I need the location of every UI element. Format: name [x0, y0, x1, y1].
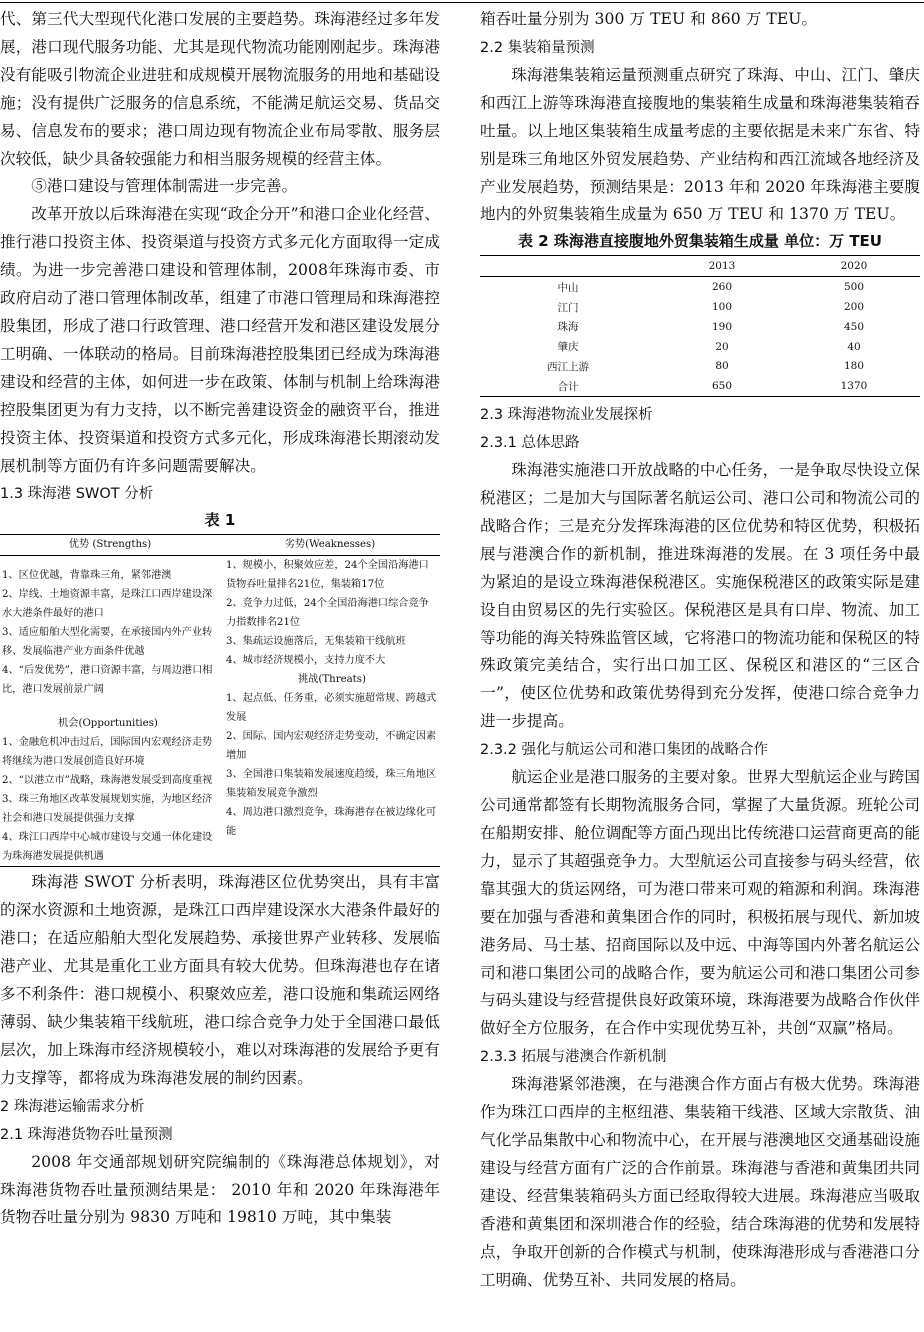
table-cell: 650 [656, 376, 788, 396]
paragraph: 珠海港紧邻港澳，在与港澳合作方面占有极大优势。珠海港作为珠江口西岸的主枢纽港、集装箱干线港、区域大宗散货、油气化学品集散中心和物流中心，在开展与港澳地区交通基础设施建设与经营方面有广泛的合作前景。珠海港与香港和黄集团共同建设、经营集装箱码头方面已经取得较大进展。珠海港应当吸取香港和黄集团和深圳港合作的经验，结合珠海港的优势和发展特点，争取开创新的合作模式与机制，使珠海港形成与香港港口分工明确、优势互补、共同发展的格局。 [480, 1075, 920, 1289]
table-row [480, 277, 920, 297]
table-header-cell: 2013 [656, 256, 788, 277]
table-header-row [480, 256, 920, 277]
opportunities-title: 机会(Opportunities) [58, 718, 158, 730]
table-row [480, 337, 920, 357]
table-cell: 合计 [480, 376, 656, 396]
header-rule [0, 2, 924, 3]
paragraph: 箱吞吐量分别为 300 万 TEU 和 860 万 TEU。 [480, 10, 818, 28]
container-generation-table [480, 255, 920, 397]
table-cell: 40 [847, 340, 861, 353]
threats-title: 挑战(Threats) [298, 674, 366, 686]
table-cell: 80 [715, 360, 729, 373]
paragraph: 代、第三代大型现代化港口发展的主要趋势。珠海港经过多年发展，港口现代服务功能、尤其是现代物流功能刚刚起步。珠海港没有能吸引物流企业进驻和成规模开展物流服务的用地和基础设施；没有提供广泛服务的信息系统，不能满足航运交易、货品交易、信息发布的要求；港口周边现有物流企业布局零散、服务层次较低，缺少具备较强能力和相当服务规模的经营主体。 [0, 10, 440, 168]
section-heading: 2.3 珠海港物流业发展探析 [480, 407, 653, 424]
table-row [480, 376, 920, 396]
threat-item: 2、国际、国内宏观经济走势变动，不确定因素增加 [226, 731, 437, 762]
table-row [480, 357, 920, 377]
table-cell: 260 [711, 281, 733, 294]
paragraph: ⑤港口建设与管理体制需进一步完善。 [31, 177, 298, 196]
section-heading: 2.3.3 拓展与港澳合作新机制 [480, 1049, 667, 1066]
opportunity-item: 3、珠三角地区改革发展规划实施，为地区经济社会和港口发展提供强力支撑 [2, 794, 213, 825]
table-cell: 1370 [788, 376, 920, 396]
table-cell: 100 [711, 301, 733, 314]
strength-item: 2、岸线、土地资源丰富，是珠江口西岸建设深水大港条件最好的港口 [2, 589, 213, 620]
table-cell: 中山 [557, 281, 579, 294]
swot-table [0, 534, 440, 867]
opportunity-item: 2、“以港立市”战略，珠海港发展受到高度重视 [2, 775, 213, 787]
paragraph: 珠海港实施港口开放战略的中心任务，一是争取尽快设立保税港区；二是加大与国际著名航运公司、港口公司和物流公司的战略合作；三是充分发挥珠海港的区位优势和特区优势，积极拓展与港澳合作的新机制，推进珠海港的发展。在 3 项任务中最为紧迫的是设立珠海港保税港区。实施保税港区的政策实际是建设自由贸易区的先行实验区。保税港区是具有口岸、物流、加工等功能的海关特殊监管区域，它将港口的物流功能和保税区的特殊政策完美结合，实行出口加工区、保税区和港区的“三区合一”，使区位优势和政策优势得到充分发挥，使港口综合竞争力进一步提高。 [480, 461, 920, 731]
section-heading: 2 珠海港运输需求分析 [0, 1098, 145, 1115]
section-heading: 2.2 集装箱量预测 [480, 39, 595, 56]
paragraph: 珠海港集装箱运量预测重点研究了珠海、中山、江门、肇庆和西江上游等珠海港直接腹地的集装箱生成量和珠海港集装箱吞吐量。以上地区集装箱生成量考虑的主要依据是未来广东省、特别是珠三角地区外贸发展趋势、产业结构和西江流域各地经济及产业发展趋势，预测结果是：2013 年和 2020 年珠海港主要腹地内的外贸集装箱生成量为 650 万 TEU 和 1370 万 TEU。 [480, 65, 920, 224]
table-cell: 江门 [557, 301, 579, 314]
table-cell: 450 [843, 320, 865, 333]
paragraph: 航运企业是港口服务的主要对象。世界大型航运企业与跨国公司通常都签有长期物流服务合同，掌握了大量货源。班轮公司在船期安排、舱位调配等方面凸现出比传统港口运营商更高的能力，显示了其超强竞争力。大型航运公司直接参与码头经营，依靠其强大的货运网络，可为港口带来可观的箱源和利润。珠海港要在加强与香港和黄集团合作的同时，积极拓展与现代、新加坡港务局、马士基、招商国际以及中远、中海等国内外著名航运公司和港口集团公司的战略合作，要为航运公司和港口集团公司参与码头建设与经营提供良好政策环境，珠海港要为战略合作伙伴做好全方位服务，在合作中实现优势互补，共创“双赢”格局。 [480, 768, 920, 1038]
section-heading: 2.3.1 总体思路 [480, 435, 580, 452]
right-column [480, 6, 920, 1295]
swot-right-col [216, 556, 440, 866]
weaknesses-title: 劣势(Weaknesses) [284, 539, 376, 551]
paragraph: 珠海港 SWOT 分析表明，珠海港区位优势突出，具有丰富的深水资源和土地资源，是珠江口西岸建设深水大港条件最好的港口；在适应船舶大型化发展趋势、承接世界产业转移、发展临港产业、尤其是重化工业方面具有较大优势。但珠海港也存在诸多不利条件：港口规模小、积聚效应差，港口设施和集疏运网络薄弱、缺少集装箱干线航班，港口综合竞争力处于全国港口最低层次，加上珠海市经济规模较小，难以对珠海港的发展给予更有力支撑等，都将成为珠海港发展的制约因素。 [0, 873, 440, 1087]
paragraph: 改革开放以后珠海港在实现“政企分开”和港口企业化经营、推行港口投资主体、投资渠道与投资方式多元化方面取得一定成绩。为进一步完善港口建设和管理体制，2008年珠海市委、市政府启动了港口管理体制改革，组建了市港口管理局和珠海港控股集团，形成了港口行政管理、港口经营开发和港区建设发展分工明确、一体联动的格局。目前珠海港控股集团已经成为珠海港建设和经营的主体，如何进一步在政策、体制与机制上给珠海港控股集团更为有力支持，以不断完善建设资金的融资平台，推进投资主体、投资渠道和投资方式多元化，形成珠海港长期滚动发展机制等方面仍有许多问题需要解决。 [0, 205, 440, 475]
table-cell: 500 [843, 281, 865, 294]
table-cell: 肇庆 [557, 341, 579, 354]
threat-item: 1、起点低、任务重，必须实施超常规、跨越式发展 [226, 693, 437, 724]
table-header-cell: 2020 [788, 256, 920, 277]
paragraph: 2008 年交通部规划研究院编制的《珠海港总体规划》，对珠海港货物吞吐量预测结果是： 2010 年和 2020 年珠海港年货物吞吐量分别为 9830 万吨和 19810 万吨，其中集装 [0, 1152, 440, 1227]
weakness-item: 4、城市经济规模小，支持力度不大 [226, 655, 386, 667]
opportunity-item: 1、金融危机冲击过后，国际国内宏观经济走势将继续为港口发展创造良好环境 [2, 737, 213, 768]
weakness-item: 2、竞争力过低，24个全国沿海港口综合竞争力指数排名21位 [226, 598, 429, 629]
table-caption: 表 1 [204, 511, 236, 530]
swot-header [0, 535, 440, 556]
table-cell: 190 [711, 320, 733, 333]
table-cell: 200 [843, 301, 865, 314]
strength-item: 4、“后发优势”，港口资源丰富，与周边港口相比，港口发展前景广阔 [2, 665, 213, 696]
table-header-cell [480, 256, 656, 277]
table-cell: 珠海 [557, 321, 579, 334]
section-heading: 2.1 珠海港货物吞吐量预测 [0, 1126, 173, 1143]
table-cell: 180 [843, 360, 865, 373]
strength-item: 1、区位优越，背靠珠三角，紧邻港澳 [2, 570, 172, 582]
table-cell: 西江上游 [547, 360, 589, 373]
weakness-item: 1、规模小，积聚效应差，24个全国沿海港口货物吞吐量排名21位，集装箱17位 [226, 560, 429, 591]
threat-item: 4、周边港口激烈竞争，珠海港存在被边缘化可能 [226, 807, 437, 838]
swot-body [0, 556, 440, 866]
table-cell: 20 [715, 340, 729, 353]
threat-item: 3、全国港口集装箱发展速度趋缓，珠三角地区集装箱发展竞争激烈 [226, 769, 437, 800]
section-heading: 2.3.2 强化与航运公司和港口集团的战略合作 [480, 742, 769, 759]
swot-left-col [0, 556, 216, 866]
table-row [480, 297, 920, 317]
weakness-item: 3、集疏运设施落后，无集装箱干线航班 [226, 636, 406, 648]
left-column [0, 6, 440, 1232]
opportunity-item: 4、珠江口西岸中心城市建设与交通一体化建设为珠海港发展提供机遇 [2, 832, 213, 863]
strength-item: 3、适应船舶大型化需要，在承接国内外产业转移、发展临港产业方面条件优越 [2, 627, 213, 658]
table-caption: 表 2 珠海港直接腹地外贸集装箱生成量 单位：万 TEU [518, 232, 882, 251]
table-row [480, 317, 920, 337]
section-heading: 1.3 珠海港 SWOT 分析 [0, 486, 154, 503]
strengths-title: 优势 (Strengths) [68, 539, 152, 551]
